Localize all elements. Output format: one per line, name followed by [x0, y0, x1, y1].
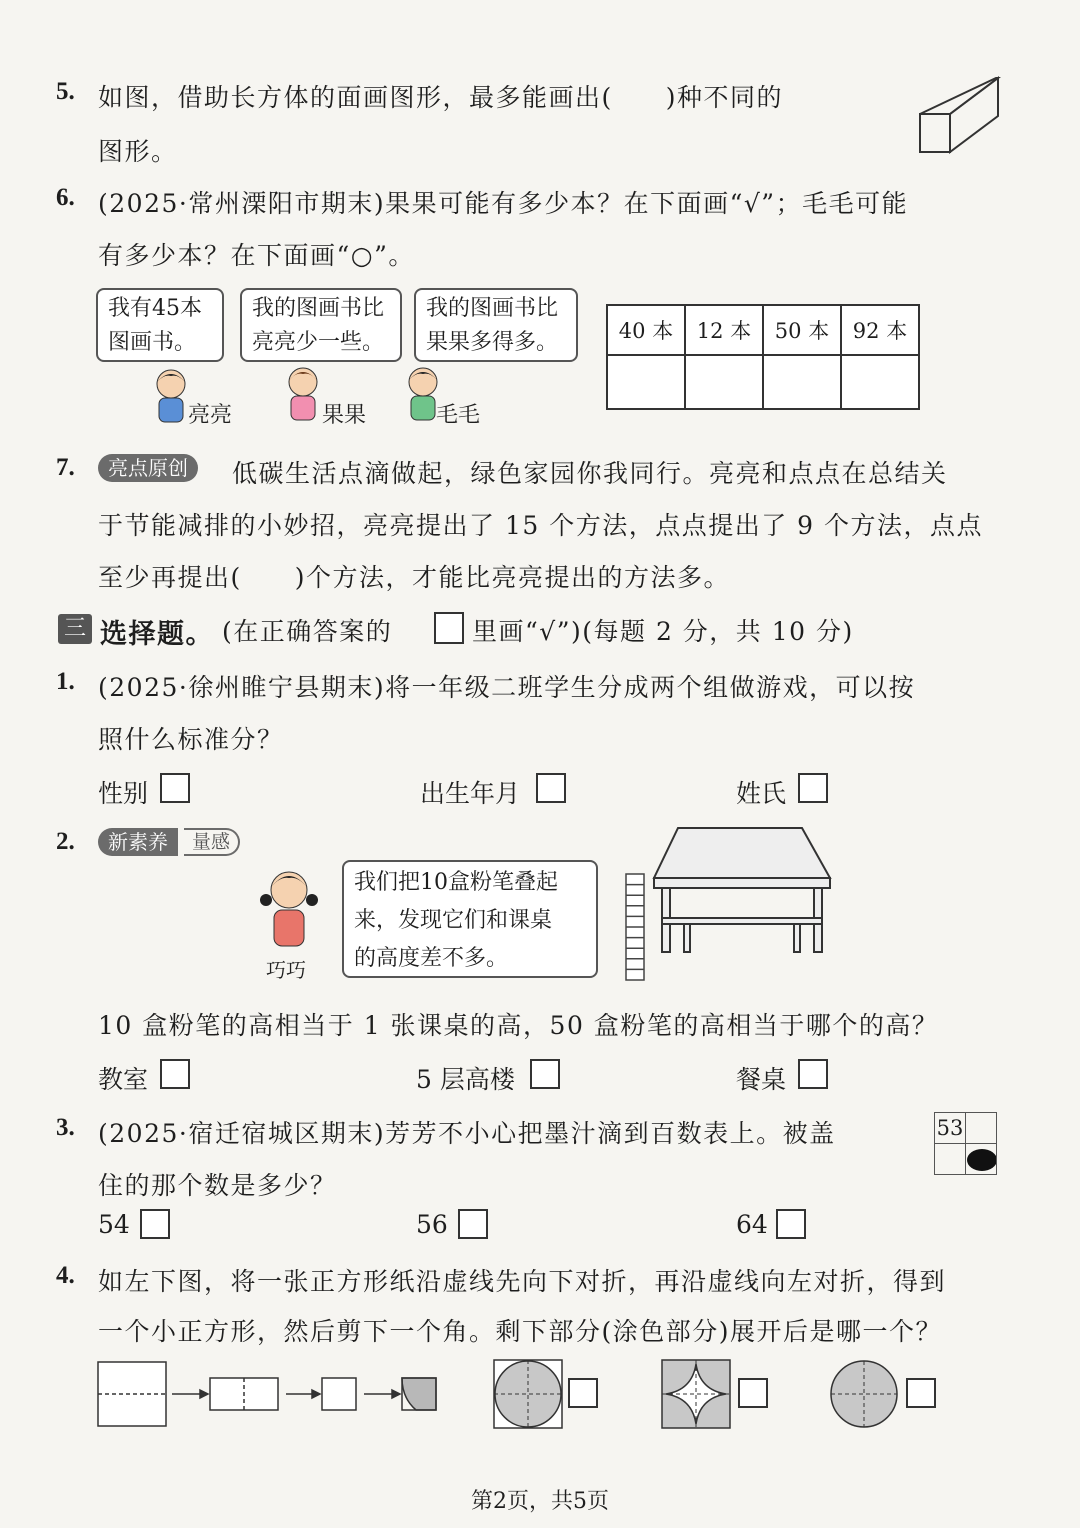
ink-blot-cell — [966, 1144, 997, 1175]
question-text: 住的那个数是多少？ — [98, 1171, 337, 1200]
question-text: 于节能减排的小妙招，亮亮提出了 15 个方法，点点提出了 9 个方法，点点 — [98, 511, 984, 540]
option-checkbox[interactable] — [776, 1209, 806, 1239]
table-header-cell: 40 本 — [607, 305, 685, 355]
question-text: 如图，借助长方体的面画图形，最多能画出( )种不同的 — [98, 83, 784, 112]
folding-steps-figure — [96, 1358, 441, 1430]
question-number: 1. — [56, 668, 75, 695]
book-count-table — [606, 304, 920, 410]
literacy-subtag: 量感 — [184, 828, 240, 856]
question-text: 图形。 — [98, 137, 178, 166]
question-text: 有多少本？在下面画“○”。 — [98, 241, 415, 270]
kid-name: 毛毛 — [436, 403, 481, 428]
question-text: 10 盒粉笔的高相当于 1 张课桌的高，50 盒粉笔的高相当于哪个的高？ — [98, 1011, 939, 1040]
option-checkbox[interactable] — [568, 1378, 598, 1408]
girl-qiaoqiao-icon — [254, 864, 324, 954]
table-header-cell: 92 本 — [841, 305, 919, 355]
speech-bubble: 我的图画书比 果果多得多。 — [414, 288, 578, 362]
question-text: 一个小正方形，然后剪下一个角。剩下部分(涂色部分)展开后是哪一个？ — [98, 1317, 943, 1346]
sample-box — [434, 612, 464, 644]
option-checkbox[interactable] — [140, 1209, 170, 1239]
section-number: 三 — [58, 614, 92, 644]
page-footer: 第2页，共5页 — [471, 1489, 609, 1514]
answer-cell[interactable] — [685, 355, 763, 409]
hundred-chart-fragment — [934, 1112, 997, 1175]
question-number: 5. — [56, 78, 75, 105]
question-text: 如左下图，将一张正方形纸沿虚线先向下对折，再沿虚线向左对折，得到 — [98, 1267, 947, 1296]
option-checkbox[interactable] — [536, 773, 566, 803]
answer-cell[interactable] — [841, 355, 919, 409]
table-header-cell: 12 本 — [685, 305, 763, 355]
cuboid-figure — [914, 74, 1004, 158]
kid-name: 亮亮 — [188, 403, 233, 428]
kid-name: 巧巧 — [266, 958, 306, 982]
option-b-star-figure — [660, 1358, 732, 1430]
question-text: 低碳生活点滴做起，绿色家园你我同行。亮亮和点点在总结关 — [232, 459, 948, 488]
option-checkbox[interactable] — [160, 1059, 190, 1089]
original-tag: 亮点原创 — [98, 454, 198, 482]
option-checkbox[interactable] — [530, 1059, 560, 1089]
option-c-circle-figure — [828, 1358, 900, 1430]
speech-bubble: 我的图画书比 亮亮少一些。 — [240, 288, 402, 362]
option-checkbox[interactable] — [458, 1209, 488, 1239]
chalk-and-desk-figure — [622, 826, 838, 982]
option-label: 餐桌 — [736, 1065, 787, 1094]
option-checkbox[interactable] — [738, 1378, 768, 1408]
number-cell: 53 — [935, 1113, 966, 1144]
question-number: 7. — [56, 454, 75, 481]
speech-bubble: 我们把10盒粉笔叠起 来，发现它们和课桌 的高度差不多。 — [342, 860, 598, 978]
option-label: 54 — [98, 1210, 130, 1239]
question-text: 照什么标准分？ — [98, 725, 284, 754]
option-checkbox[interactable] — [906, 1378, 936, 1408]
girl-guoguo-icon — [278, 364, 328, 424]
empty-cell — [966, 1113, 997, 1144]
question-text: 至少再提出( )个方法，才能比亮亮提出的方法多。 — [98, 563, 731, 592]
empty-cell — [935, 1144, 966, 1175]
question-number: 6. — [56, 184, 75, 211]
option-label: 性别 — [98, 779, 149, 808]
section-title: 选择题。 — [100, 619, 214, 650]
section-desc: 里画“√”)(每题 2 分，共 10 分) — [472, 617, 854, 646]
option-label: 56 — [416, 1210, 448, 1239]
option-a-circle-figure — [492, 1358, 564, 1430]
table-header-cell: 50 本 — [763, 305, 841, 355]
question-text: (2025·徐州睢宁县期末)将一年级二班学生分成两个组做游戏，可以按 — [98, 673, 916, 702]
answer-cell[interactable] — [607, 355, 685, 409]
question-number: 2. — [56, 828, 75, 855]
question-text: (2025·常州溧阳市期末)果果可能有多少本？在下面画“√”；毛毛可能 — [98, 189, 909, 218]
option-checkbox[interactable] — [798, 773, 828, 803]
option-label: 出生年月 — [420, 779, 521, 808]
option-checkbox[interactable] — [798, 1059, 828, 1089]
question-number: 3. — [56, 1114, 75, 1141]
question-number: 4. — [56, 1262, 75, 1289]
option-label: 5 层高楼 — [416, 1065, 515, 1094]
question-text: (2025·宿迁宿城区期末)芳芳不小心把墨汁滴到百数表上。被盖 — [98, 1119, 836, 1148]
option-label: 姓氏 — [736, 779, 787, 808]
option-checkbox[interactable] — [160, 773, 190, 803]
option-label: 64 — [736, 1210, 768, 1239]
kid-name: 果果 — [322, 403, 367, 428]
option-label: 教室 — [98, 1065, 149, 1094]
answer-cell[interactable] — [763, 355, 841, 409]
speech-bubble: 我有45本 图画书。 — [96, 288, 224, 362]
literacy-tag: 新素养 — [98, 828, 178, 856]
ink-blot-icon — [966, 1144, 996, 1174]
section-desc: (在正确答案的 — [222, 617, 393, 646]
